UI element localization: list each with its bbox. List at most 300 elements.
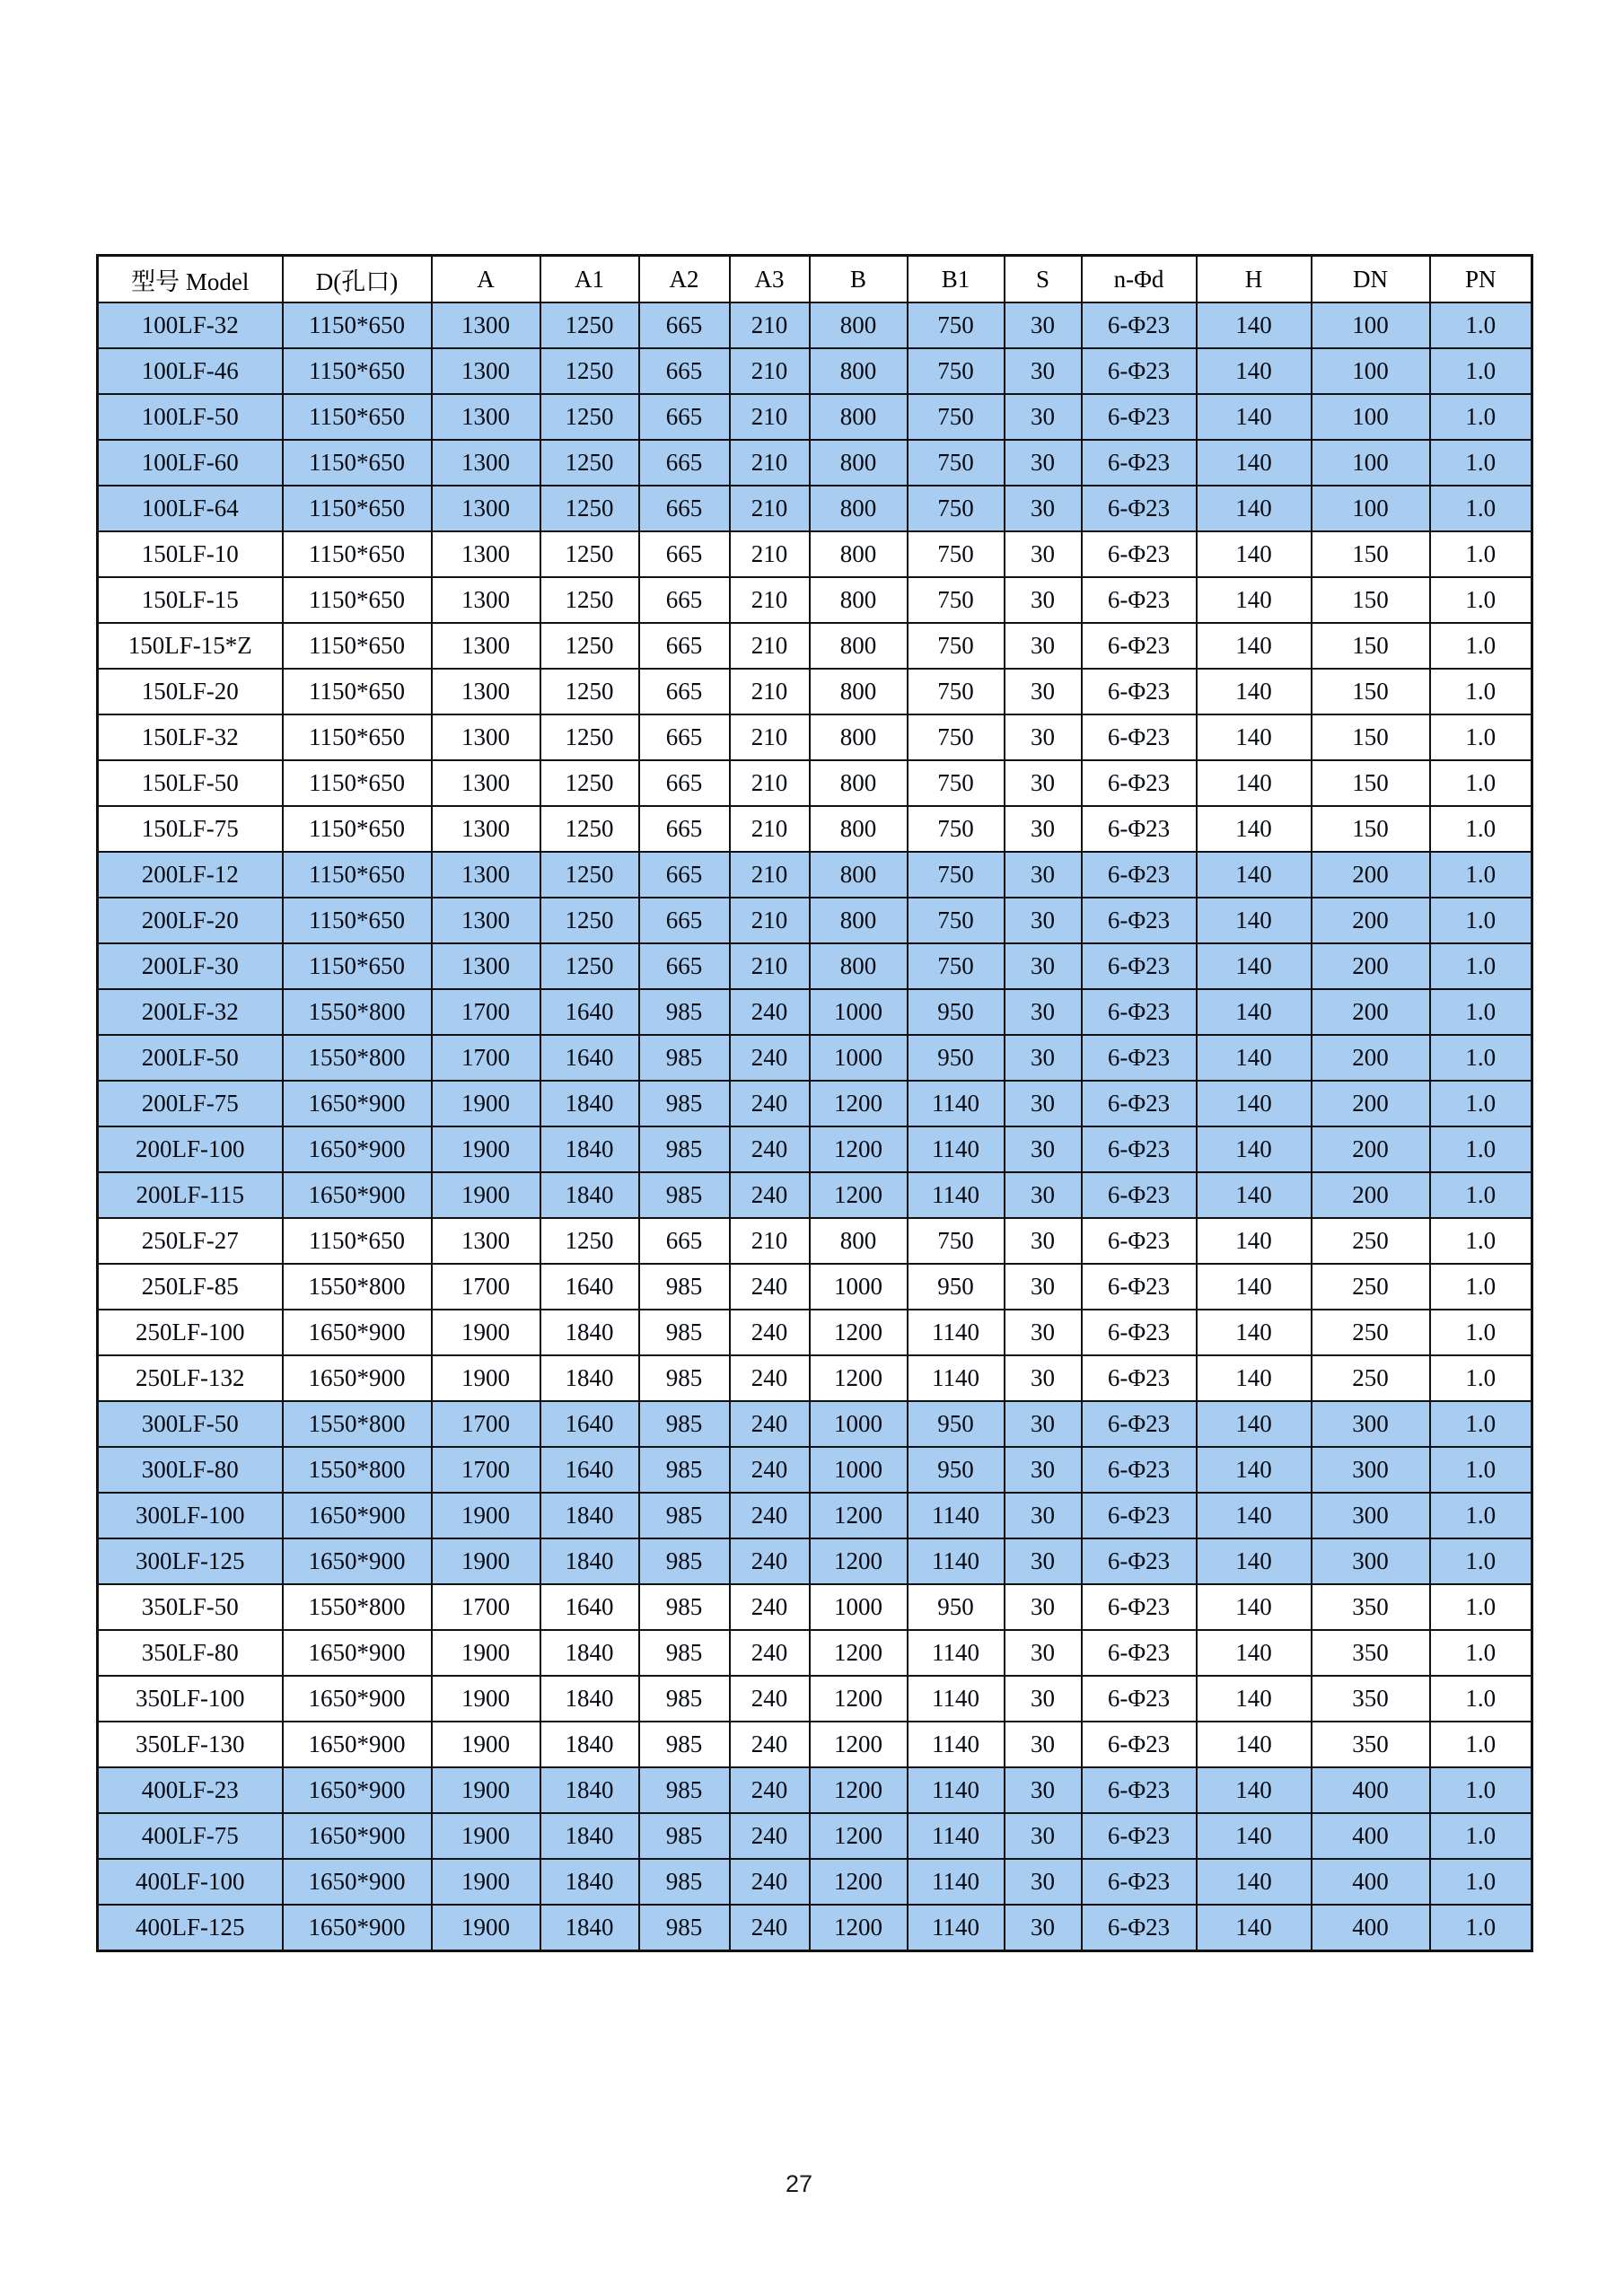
column-header: DN (1312, 256, 1430, 303)
table-row (98, 1630, 1532, 1676)
table-cell: 6-Φ23 (1082, 1813, 1197, 1859)
table-cell: 210 (730, 394, 810, 440)
table-cell: 1650*900 (283, 1767, 432, 1813)
table-cell: 140 (1197, 302, 1312, 348)
table-cell: 240 (730, 1447, 810, 1493)
table-cell: 140 (1197, 1722, 1312, 1767)
table-cell: 140 (1197, 1447, 1312, 1493)
table-cell: 750 (908, 669, 1005, 714)
table-cell: 985 (639, 1722, 730, 1767)
table-cell: 985 (639, 1401, 730, 1447)
table-cell: 140 (1197, 1264, 1312, 1310)
table-cell: 1.0 (1430, 1722, 1532, 1767)
table-cell: 750 (908, 394, 1005, 440)
table-cell: 800 (810, 486, 908, 531)
table-cell: 1.0 (1430, 1538, 1532, 1584)
table-cell: 1.0 (1430, 806, 1532, 852)
table-cell: 140 (1197, 806, 1312, 852)
table-cell: 30 (1005, 394, 1082, 440)
table-cell: 1900 (432, 1767, 540, 1813)
table-cell: 1200 (810, 1355, 908, 1401)
table-cell: 1.0 (1430, 898, 1532, 943)
table-cell: 6-Φ23 (1082, 623, 1197, 669)
table-cell: 350LF-50 (98, 1584, 283, 1630)
table-cell: 30 (1005, 1538, 1082, 1584)
column-header: A1 (540, 256, 639, 303)
table-cell: 300 (1312, 1493, 1430, 1538)
table-cell: 1.0 (1430, 1264, 1532, 1310)
table-row (98, 852, 1532, 898)
table-cell: 1650*900 (283, 1310, 432, 1355)
table-cell: 1300 (432, 760, 540, 806)
table-cell: 1250 (540, 669, 639, 714)
table-cell: 200LF-100 (98, 1126, 283, 1172)
table-cell: 300LF-50 (98, 1401, 283, 1447)
table-cell: 1250 (540, 714, 639, 760)
table-cell: 665 (639, 440, 730, 486)
table-cell: 100LF-60 (98, 440, 283, 486)
table-cell: 140 (1197, 1355, 1312, 1401)
table-cell: 300LF-100 (98, 1493, 283, 1538)
table-cell: 30 (1005, 348, 1082, 394)
table-cell: 210 (730, 898, 810, 943)
table-cell: 240 (730, 1081, 810, 1126)
dimension-spec-table (96, 254, 1533, 1952)
table-cell: 240 (730, 1493, 810, 1538)
table-cell: 800 (810, 943, 908, 989)
table-cell: 800 (810, 531, 908, 577)
table-cell: 140 (1197, 1035, 1312, 1081)
table-cell: 240 (730, 1264, 810, 1310)
table-cell: 250 (1312, 1264, 1430, 1310)
table-cell: 6-Φ23 (1082, 1035, 1197, 1081)
table-cell: 1550*800 (283, 1447, 432, 1493)
table-row (98, 1401, 1532, 1447)
table-cell: 985 (639, 1813, 730, 1859)
table-cell: 1.0 (1430, 486, 1532, 531)
table-cell: 350 (1312, 1676, 1430, 1722)
table-row (98, 1584, 1532, 1630)
table-cell: 1.0 (1430, 1081, 1532, 1126)
table-cell: 6-Φ23 (1082, 440, 1197, 486)
table-cell: 1900 (432, 1172, 540, 1218)
table-cell: 240 (730, 1035, 810, 1081)
table-cell: 985 (639, 1264, 730, 1310)
table-cell: 1150*650 (283, 806, 432, 852)
column-header: H (1197, 256, 1312, 303)
table-cell: 1300 (432, 943, 540, 989)
table-cell: 1.0 (1430, 1676, 1532, 1722)
table-cell: 240 (730, 1584, 810, 1630)
table-cell: 140 (1197, 394, 1312, 440)
table-cell: 240 (730, 1813, 810, 1859)
table-cell: 1900 (432, 1722, 540, 1767)
table-cell: 30 (1005, 1035, 1082, 1081)
table-cell: 100 (1312, 302, 1430, 348)
table-cell: 300LF-125 (98, 1538, 283, 1584)
table-cell: 1250 (540, 531, 639, 577)
table-cell: 200 (1312, 898, 1430, 943)
table-cell: 1140 (908, 1859, 1005, 1905)
table-cell: 200 (1312, 1126, 1430, 1172)
table-cell: 1150*650 (283, 623, 432, 669)
table-cell: 250LF-132 (98, 1355, 283, 1401)
table-cell: 1150*650 (283, 714, 432, 760)
table-row (98, 1035, 1532, 1081)
table-cell: 950 (908, 989, 1005, 1035)
table-cell: 30 (1005, 577, 1082, 623)
table-cell: 985 (639, 1859, 730, 1905)
table-cell: 140 (1197, 1401, 1312, 1447)
table-cell: 6-Φ23 (1082, 577, 1197, 623)
table-cell: 1300 (432, 1218, 540, 1264)
table-cell: 210 (730, 348, 810, 394)
table-cell: 300 (1312, 1538, 1430, 1584)
table-cell: 100LF-50 (98, 394, 283, 440)
table-cell: 1200 (810, 1310, 908, 1355)
table-cell: 1.0 (1430, 1905, 1532, 1951)
table-cell: 150LF-20 (98, 669, 283, 714)
table-cell: 1.0 (1430, 989, 1532, 1035)
table-cell: 350 (1312, 1722, 1430, 1767)
table-cell: 1.0 (1430, 440, 1532, 486)
table-cell: 1650*900 (283, 1355, 432, 1401)
table-cell: 140 (1197, 989, 1312, 1035)
table-cell: 200 (1312, 943, 1430, 989)
table-cell: 1250 (540, 1218, 639, 1264)
table-cell: 1840 (540, 1676, 639, 1722)
table-cell: 1.0 (1430, 1172, 1532, 1218)
table-cell: 140 (1197, 348, 1312, 394)
table-cell: 140 (1197, 1767, 1312, 1813)
table-cell: 1.0 (1430, 348, 1532, 394)
table-row (98, 669, 1532, 714)
table-cell: 30 (1005, 486, 1082, 531)
table-row (98, 486, 1532, 531)
table-cell: 400LF-75 (98, 1813, 283, 1859)
table-cell: 1140 (908, 1355, 1005, 1401)
table-cell: 1.0 (1430, 714, 1532, 760)
table-cell: 1.0 (1430, 394, 1532, 440)
table-cell: 150LF-15*Z (98, 623, 283, 669)
table-cell: 1900 (432, 1813, 540, 1859)
table-cell: 1250 (540, 898, 639, 943)
table-cell: 1.0 (1430, 1310, 1532, 1355)
table-cell: 400LF-100 (98, 1859, 283, 1905)
table-cell: 1000 (810, 1447, 908, 1493)
table-cell: 140 (1197, 1630, 1312, 1676)
table-cell: 140 (1197, 440, 1312, 486)
table-cell: 985 (639, 1035, 730, 1081)
table-row (98, 1264, 1532, 1310)
table-cell: 240 (730, 1126, 810, 1172)
table-cell: 1550*800 (283, 989, 432, 1035)
table-cell: 1250 (540, 623, 639, 669)
table-cell: 6-Φ23 (1082, 1767, 1197, 1813)
table-cell: 140 (1197, 852, 1312, 898)
table-cell: 6-Φ23 (1082, 1401, 1197, 1447)
table-cell: 1250 (540, 577, 639, 623)
table-cell: 1150*650 (283, 898, 432, 943)
table-cell: 1000 (810, 1035, 908, 1081)
table-cell: 150LF-15 (98, 577, 283, 623)
table-cell: 985 (639, 1355, 730, 1401)
table-cell: 1200 (810, 1081, 908, 1126)
table-cell: 200LF-20 (98, 898, 283, 943)
table-cell: 240 (730, 1310, 810, 1355)
table-cell: 30 (1005, 898, 1082, 943)
table-cell: 150LF-10 (98, 531, 283, 577)
table-cell: 240 (730, 1172, 810, 1218)
table-cell: 1840 (540, 1905, 639, 1951)
table-cell: 800 (810, 348, 908, 394)
table-cell: 240 (730, 1355, 810, 1401)
table-cell: 200 (1312, 1035, 1430, 1081)
table-cell: 150LF-50 (98, 760, 283, 806)
table-cell: 1200 (810, 1767, 908, 1813)
table-cell: 1650*900 (283, 1081, 432, 1126)
table-cell: 1300 (432, 394, 540, 440)
table-cell: 140 (1197, 486, 1312, 531)
table-cell: 30 (1005, 1859, 1082, 1905)
table-cell: 665 (639, 760, 730, 806)
table-cell: 1.0 (1430, 623, 1532, 669)
table-cell: 210 (730, 714, 810, 760)
table-cell: 665 (639, 348, 730, 394)
table-cell: 1640 (540, 1401, 639, 1447)
table-cell: 985 (639, 1172, 730, 1218)
table-cell: 750 (908, 486, 1005, 531)
table-cell: 750 (908, 943, 1005, 989)
page-number: 27 (785, 2170, 813, 2197)
table-cell: 400LF-125 (98, 1905, 283, 1951)
table-cell: 6-Φ23 (1082, 348, 1197, 394)
table-cell: 1140 (908, 1676, 1005, 1722)
table-cell: 950 (908, 1447, 1005, 1493)
table-cell: 1000 (810, 1401, 908, 1447)
table-cell: 140 (1197, 943, 1312, 989)
table-cell: 1900 (432, 1081, 540, 1126)
table-cell: 150 (1312, 531, 1430, 577)
table-cell: 1900 (432, 1859, 540, 1905)
table-cell: 1650*900 (283, 1126, 432, 1172)
table-cell: 30 (1005, 1905, 1082, 1951)
table-cell: 1250 (540, 760, 639, 806)
table-cell: 1140 (908, 1630, 1005, 1676)
table-cell: 750 (908, 440, 1005, 486)
table-cell: 6-Φ23 (1082, 1355, 1197, 1401)
table-cell: 1.0 (1430, 302, 1532, 348)
table-cell: 985 (639, 1081, 730, 1126)
table-row (98, 806, 1532, 852)
table-row (98, 1310, 1532, 1355)
table-cell: 1.0 (1430, 1355, 1532, 1401)
table-cell: 985 (639, 1310, 730, 1355)
table-cell: 1650*900 (283, 1722, 432, 1767)
table-cell: 300 (1312, 1447, 1430, 1493)
table-cell: 200LF-12 (98, 852, 283, 898)
table-cell: 985 (639, 1447, 730, 1493)
table-cell: 1150*650 (283, 302, 432, 348)
table-cell: 30 (1005, 440, 1082, 486)
table-cell: 1650*900 (283, 1493, 432, 1538)
table-cell: 1640 (540, 1584, 639, 1630)
table-cell: 6-Φ23 (1082, 531, 1197, 577)
table-cell: 6-Φ23 (1082, 302, 1197, 348)
table-cell: 1840 (540, 1126, 639, 1172)
table-cell: 1700 (432, 989, 540, 1035)
table-cell: 1300 (432, 348, 540, 394)
table-cell: 140 (1197, 1676, 1312, 1722)
table-cell: 1300 (432, 714, 540, 760)
table-cell: 1900 (432, 1905, 540, 1951)
table-cell: 30 (1005, 1172, 1082, 1218)
table-cell: 6-Φ23 (1082, 898, 1197, 943)
table-cell: 1200 (810, 1722, 908, 1767)
table-cell: 6-Φ23 (1082, 714, 1197, 760)
table-cell: 1.0 (1430, 1126, 1532, 1172)
table-cell: 665 (639, 1218, 730, 1264)
table-cell: 665 (639, 623, 730, 669)
table-cell: 400 (1312, 1905, 1430, 1951)
table-cell: 250 (1312, 1218, 1430, 1264)
table-cell: 800 (810, 714, 908, 760)
table-row (98, 1538, 1532, 1584)
table-cell: 240 (730, 1538, 810, 1584)
table-cell: 100 (1312, 348, 1430, 394)
table-row (98, 1859, 1532, 1905)
table-cell: 100LF-32 (98, 302, 283, 348)
table-cell: 1200 (810, 1905, 908, 1951)
table-body (98, 302, 1532, 1951)
table-cell: 140 (1197, 669, 1312, 714)
table-cell: 750 (908, 806, 1005, 852)
table-cell: 1900 (432, 1493, 540, 1538)
table-cell: 985 (639, 1767, 730, 1813)
table-cell: 1140 (908, 1493, 1005, 1538)
table-cell: 140 (1197, 1081, 1312, 1126)
table-header-row (98, 256, 1532, 303)
table-cell: 210 (730, 577, 810, 623)
table-cell: 1700 (432, 1035, 540, 1081)
table-cell: 1300 (432, 577, 540, 623)
table-cell: 200LF-30 (98, 943, 283, 989)
table-cell: 1250 (540, 486, 639, 531)
table-cell: 210 (730, 486, 810, 531)
table-cell: 100 (1312, 486, 1430, 531)
table-cell: 1650*900 (283, 1905, 432, 1951)
table-cell: 750 (908, 348, 1005, 394)
table-cell: 6-Φ23 (1082, 1584, 1197, 1630)
table-cell: 30 (1005, 1722, 1082, 1767)
table-row (98, 302, 1532, 348)
column-header: B (810, 256, 908, 303)
table-cell: 1150*650 (283, 669, 432, 714)
table-cell: 1200 (810, 1813, 908, 1859)
table-cell: 200 (1312, 989, 1430, 1035)
table-cell: 6-Φ23 (1082, 1264, 1197, 1310)
table-cell: 200 (1312, 1172, 1430, 1218)
table-cell: 150LF-32 (98, 714, 283, 760)
table-cell: 30 (1005, 1676, 1082, 1722)
column-header: 型号 Model (98, 256, 283, 303)
table-cell: 1.0 (1430, 1035, 1532, 1081)
table-cell: 1300 (432, 852, 540, 898)
table-cell: 350LF-100 (98, 1676, 283, 1722)
table-cell: 30 (1005, 714, 1082, 760)
table-cell: 250 (1312, 1310, 1430, 1355)
table-cell: 1840 (540, 1172, 639, 1218)
table-cell: 1840 (540, 1722, 639, 1767)
table-cell: 6-Φ23 (1082, 1493, 1197, 1538)
table-row (98, 1172, 1532, 1218)
table-cell: 1650*900 (283, 1859, 432, 1905)
table-cell: 1140 (908, 1722, 1005, 1767)
table-cell: 665 (639, 531, 730, 577)
table-cell: 1250 (540, 302, 639, 348)
table-cell: 1.0 (1430, 531, 1532, 577)
table-cell: 240 (730, 1630, 810, 1676)
table-cell: 1150*650 (283, 394, 432, 440)
table-cell: 400LF-23 (98, 1767, 283, 1813)
table-cell: 665 (639, 486, 730, 531)
table-cell: 30 (1005, 852, 1082, 898)
table-cell: 6-Φ23 (1082, 1905, 1197, 1951)
table-cell: 800 (810, 806, 908, 852)
table-cell: 1.0 (1430, 1218, 1532, 1264)
table-cell: 150 (1312, 806, 1430, 852)
table-cell: 240 (730, 1767, 810, 1813)
table-cell: 6-Φ23 (1082, 1538, 1197, 1584)
table-cell: 1200 (810, 1859, 908, 1905)
table-cell: 1150*650 (283, 440, 432, 486)
table-cell: 750 (908, 577, 1005, 623)
table-cell: 140 (1197, 531, 1312, 577)
table-cell: 210 (730, 302, 810, 348)
table-cell: 800 (810, 852, 908, 898)
table-cell: 1150*650 (283, 531, 432, 577)
table-cell: 1640 (540, 1264, 639, 1310)
table-cell: 1.0 (1430, 1584, 1532, 1630)
table-cell: 665 (639, 714, 730, 760)
table-cell: 1250 (540, 943, 639, 989)
table-cell: 30 (1005, 1447, 1082, 1493)
table-cell: 140 (1197, 1859, 1312, 1905)
table-cell: 140 (1197, 1538, 1312, 1584)
table-row (98, 989, 1532, 1035)
table-cell: 6-Φ23 (1082, 394, 1197, 440)
table-cell: 30 (1005, 302, 1082, 348)
table-cell: 1840 (540, 1767, 639, 1813)
table-cell: 6-Φ23 (1082, 1447, 1197, 1493)
table-cell: 1140 (908, 1767, 1005, 1813)
table-cell: 1900 (432, 1355, 540, 1401)
table-cell: 800 (810, 623, 908, 669)
table-cell: 200 (1312, 1081, 1430, 1126)
table-cell: 1250 (540, 852, 639, 898)
table-row (98, 1493, 1532, 1538)
table-cell: 100 (1312, 394, 1430, 440)
table-row (98, 898, 1532, 943)
table-cell: 1.0 (1430, 943, 1532, 989)
table-cell: 250LF-100 (98, 1310, 283, 1355)
table-cell: 1550*800 (283, 1264, 432, 1310)
table-cell: 1840 (540, 1630, 639, 1676)
table-cell: 750 (908, 531, 1005, 577)
table-cell: 6-Φ23 (1082, 943, 1197, 989)
table-cell: 200LF-75 (98, 1081, 283, 1126)
table-cell: 1840 (540, 1310, 639, 1355)
